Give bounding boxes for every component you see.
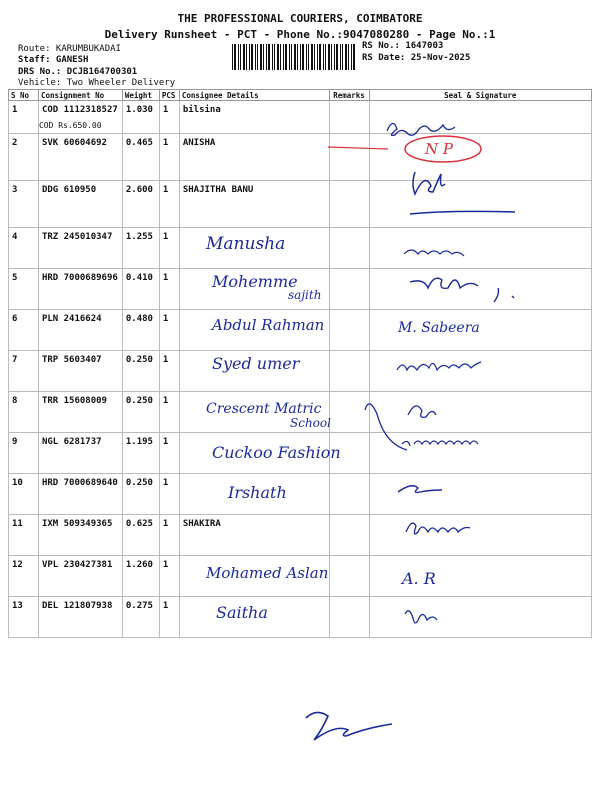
table-row	[9, 310, 592, 351]
handwritten-name-7: Syed umer	[212, 354, 300, 373]
seal-text-6: M. Sabeera	[398, 320, 480, 336]
table-row	[9, 597, 592, 638]
cell-weight-text: 0.250	[125, 396, 153, 406]
cell-consignee	[179, 515, 329, 556]
rs-date-label: RS Date: 25-Nov-2025	[362, 53, 471, 63]
cell-weight	[122, 228, 159, 269]
cell-sno-text: 13	[12, 601, 23, 611]
cell-remarks	[329, 181, 369, 228]
cell-weight-text: 1.255	[125, 232, 153, 242]
cell-pcs	[159, 433, 179, 474]
barcode-image	[232, 44, 356, 70]
cell-weight-text: 1.195	[125, 437, 153, 447]
cell-remarks	[329, 392, 369, 433]
cell-pcs-text: 1	[162, 273, 169, 283]
handwritten-name-4: Manusha	[206, 234, 286, 254]
cell-pcs	[159, 351, 179, 392]
col-header-consignment: Consignment No	[38, 90, 122, 101]
cell-signature	[369, 515, 591, 556]
cell-weight	[122, 181, 159, 228]
cell-consignee	[179, 556, 329, 597]
cell-consignment-text: DEL 121807938	[41, 601, 113, 611]
cell-sno-text: 10	[12, 478, 23, 488]
cell-sno	[9, 515, 39, 556]
cell-remarks	[329, 433, 369, 474]
cell-pcs	[159, 556, 179, 597]
cell-consignee	[179, 181, 329, 228]
table-row	[9, 392, 592, 433]
cell-consignee	[179, 134, 329, 181]
cell-sno-text: 2	[12, 138, 18, 148]
table-row	[9, 101, 592, 134]
cell-consignee	[179, 597, 329, 638]
cell-consignment-text: TRP 5603407	[41, 355, 102, 365]
cell-consignee	[179, 433, 329, 474]
cell-signature	[369, 181, 591, 228]
cell-sno	[9, 351, 39, 392]
cell-pcs	[159, 392, 179, 433]
cod-amount: COD Rs.650.00	[38, 121, 102, 130]
cell-weight	[122, 351, 159, 392]
cell-consignee	[179, 351, 329, 392]
cell-sno-text: 9	[12, 437, 18, 447]
cell-sno	[9, 101, 39, 134]
runsheet-subtitle: Delivery Runsheet - PCT - Phone No.:9047080280 - Page No.:1	[104, 28, 496, 41]
cell-consignment	[38, 556, 122, 597]
cell-consignment	[38, 228, 122, 269]
cell-sno-text: 4	[12, 232, 18, 242]
cell-pcs	[159, 515, 179, 556]
cell-consignee	[179, 474, 329, 515]
cell-sno	[9, 181, 39, 228]
np-mark: N P	[425, 140, 453, 158]
table-row	[9, 351, 592, 392]
cell-sno	[9, 556, 39, 597]
cell-sno-text: 12	[12, 560, 23, 570]
cell-signature	[369, 556, 591, 597]
table-row	[9, 134, 592, 181]
cell-sno	[9, 134, 39, 181]
cell-weight-text: 0.465	[125, 138, 153, 148]
cell-pcs-text: 1	[162, 185, 169, 195]
cell-pcs-text: 1	[162, 478, 169, 488]
cell-sno-text: 1	[12, 105, 18, 115]
cell-signature	[369, 392, 591, 433]
cell-consignee	[179, 310, 329, 351]
page-footer-signature	[306, 712, 392, 740]
cell-consignment-text: DDG 610950	[41, 185, 97, 195]
cell-consignee	[179, 228, 329, 269]
cell-consignment-text: TRZ 245010347	[41, 232, 113, 242]
cell-remarks	[329, 269, 369, 310]
cell-remarks	[329, 310, 369, 351]
cell-sno	[9, 228, 39, 269]
cell-signature	[369, 433, 591, 474]
cell-consignment-text: VPL 230427381	[41, 560, 113, 570]
table-body	[9, 101, 592, 638]
cell-pcs-text: 1	[162, 105, 169, 115]
cell-pcs	[159, 181, 179, 228]
handwritten-name-9: Cuckoo Fashion	[212, 443, 341, 462]
cell-pcs	[159, 474, 179, 515]
handwritten-name-5: Mohemme	[212, 272, 298, 291]
cell-consignment-text: HRD 7000689696	[41, 273, 118, 283]
cell-pcs-text: 1	[162, 601, 169, 611]
cell-pcs-text: 1	[162, 519, 169, 529]
cell-consignee	[179, 269, 329, 310]
cell-sno-text: 5	[12, 273, 18, 283]
cell-remarks	[329, 556, 369, 597]
handwritten-name-13: Saitha	[216, 603, 268, 622]
cell-consignment	[38, 181, 122, 228]
cell-signature	[369, 310, 591, 351]
cell-pcs	[159, 269, 179, 310]
cell-pcs	[159, 101, 179, 134]
handwritten-name-6: Abdul Rahman	[212, 316, 325, 334]
col-header-signature: Seal & Signature	[369, 90, 591, 101]
cell-weight	[122, 515, 159, 556]
table-row	[9, 228, 592, 269]
vehicle-label: Vehicle: Two Wheeler Delivery	[18, 78, 176, 88]
cell-weight-text: 1.030	[125, 105, 153, 115]
cell-weight-text: 0.410	[125, 273, 153, 283]
seal-text-12: A. R	[402, 569, 436, 588]
table-row	[9, 433, 592, 474]
company-title: THE PROFESSIONAL COURIERS, COIMBATORE	[177, 12, 423, 25]
cell-weight	[122, 474, 159, 515]
cell-sno-text: 11	[12, 519, 23, 529]
cell-consignment-text: TRR 15608009	[41, 396, 107, 406]
table-header-row	[9, 90, 592, 101]
cell-consignment	[38, 351, 122, 392]
cell-consignee-text: bilsina	[182, 105, 221, 115]
table-row	[9, 556, 592, 597]
handwritten-name-5b: sajith	[288, 288, 322, 302]
cell-signature	[369, 134, 591, 181]
cell-weight	[122, 310, 159, 351]
cell-remarks	[329, 228, 369, 269]
cell-sno-text: 6	[12, 314, 18, 324]
cell-weight	[122, 556, 159, 597]
cell-remarks	[329, 351, 369, 392]
cell-remarks	[329, 101, 369, 134]
col-header-remarks: Remarks	[329, 90, 369, 101]
col-header-weight: Weight	[122, 90, 159, 101]
handwritten-name-8: Crescent Matric	[206, 401, 322, 417]
handwritten-name-8b: School	[290, 416, 331, 430]
cell-weight-text: 0.625	[125, 519, 153, 529]
cell-weight-text: 0.250	[125, 478, 153, 488]
col-header-consignee: Consignee Details	[179, 90, 329, 101]
staff-label: Staff: GANESH	[18, 55, 89, 65]
cell-pcs-text: 1	[162, 314, 169, 324]
cell-consignee-text: SHAJITHA BANU	[182, 185, 254, 195]
route-label: Route: KARUMBUKADAI	[18, 44, 121, 54]
cell-remarks	[329, 134, 369, 181]
cell-consignment	[38, 310, 122, 351]
cell-consignment-text: HRD 7000689640	[41, 478, 118, 488]
cell-pcs-text: 1	[162, 396, 169, 406]
cell-consignment-text: PLN 2416624	[41, 314, 102, 324]
cell-weight	[122, 597, 159, 638]
cell-consignment-text: SVK 60604692	[41, 138, 107, 148]
cell-sno-text: 3	[12, 185, 18, 195]
cell-pcs-text: 1	[162, 560, 169, 570]
cell-remarks	[329, 474, 369, 515]
cell-consignee	[179, 392, 329, 433]
cell-sno	[9, 392, 39, 433]
table-row	[9, 181, 592, 228]
cell-consignment	[38, 433, 122, 474]
cell-consignee	[179, 101, 329, 134]
col-header-sno: S No	[9, 90, 39, 101]
cell-sno	[9, 310, 39, 351]
cell-pcs-text: 1	[162, 232, 169, 242]
rs-no-label: RS No.: 1647003	[362, 41, 444, 51]
cell-sno-text: 8	[12, 396, 18, 406]
cell-consignment	[38, 597, 122, 638]
cell-weight-text: 0.250	[125, 355, 153, 365]
cell-pcs	[159, 134, 179, 181]
cell-consignee-text: ANISHA	[182, 138, 216, 148]
cell-pcs	[159, 228, 179, 269]
cell-signature	[369, 101, 591, 134]
cell-consignment-text: COD 1112318527	[41, 105, 118, 115]
table-row	[9, 515, 592, 556]
cell-weight-text: 0.480	[125, 314, 153, 324]
cell-sno	[9, 433, 39, 474]
table-row	[9, 269, 592, 310]
cell-remarks	[329, 597, 369, 638]
cell-consignment-text: NGL 6281737	[41, 437, 102, 447]
cell-sno	[9, 269, 39, 310]
cell-signature	[369, 474, 591, 515]
table-row	[9, 474, 592, 515]
cell-weight	[122, 134, 159, 181]
runsheet-table	[8, 89, 592, 638]
cell-weight	[122, 269, 159, 310]
cell-consignment	[38, 515, 122, 556]
col-header-pcs: PCS	[159, 90, 179, 101]
cell-consignment	[38, 134, 122, 181]
drs-label: DRS No.: DCJB164700301	[18, 67, 138, 77]
cell-signature	[369, 228, 591, 269]
cell-pcs-text: 1	[162, 355, 169, 365]
cell-consignment	[38, 101, 122, 134]
cell-remarks	[329, 515, 369, 556]
cell-pcs-text: 1	[162, 437, 169, 447]
cell-weight-text: 0.275	[125, 601, 153, 611]
cell-consignee-text: SHAKIRA	[182, 519, 221, 529]
cell-signature	[369, 269, 591, 310]
cell-pcs-text: 1	[162, 138, 169, 148]
handwritten-name-10: Irshath	[228, 483, 287, 502]
cell-signature	[369, 597, 591, 638]
cell-pcs	[159, 597, 179, 638]
cell-weight	[122, 392, 159, 433]
cell-weight-text: 2.600	[125, 185, 153, 195]
cell-signature	[369, 351, 591, 392]
cell-weight	[122, 101, 159, 134]
cell-weight-text: 1.260	[125, 560, 153, 570]
cell-consignment	[38, 269, 122, 310]
cell-consignment-text: IXM 509349365	[41, 519, 113, 529]
handwritten-name-12: Mohamed Aslan	[206, 564, 329, 582]
cell-consignment	[38, 392, 122, 433]
cell-sno-text: 7	[12, 355, 18, 365]
cell-weight	[122, 433, 159, 474]
cell-sno	[9, 474, 39, 515]
cell-sno	[9, 597, 39, 638]
cell-pcs	[159, 310, 179, 351]
cell-consignment	[38, 474, 122, 515]
